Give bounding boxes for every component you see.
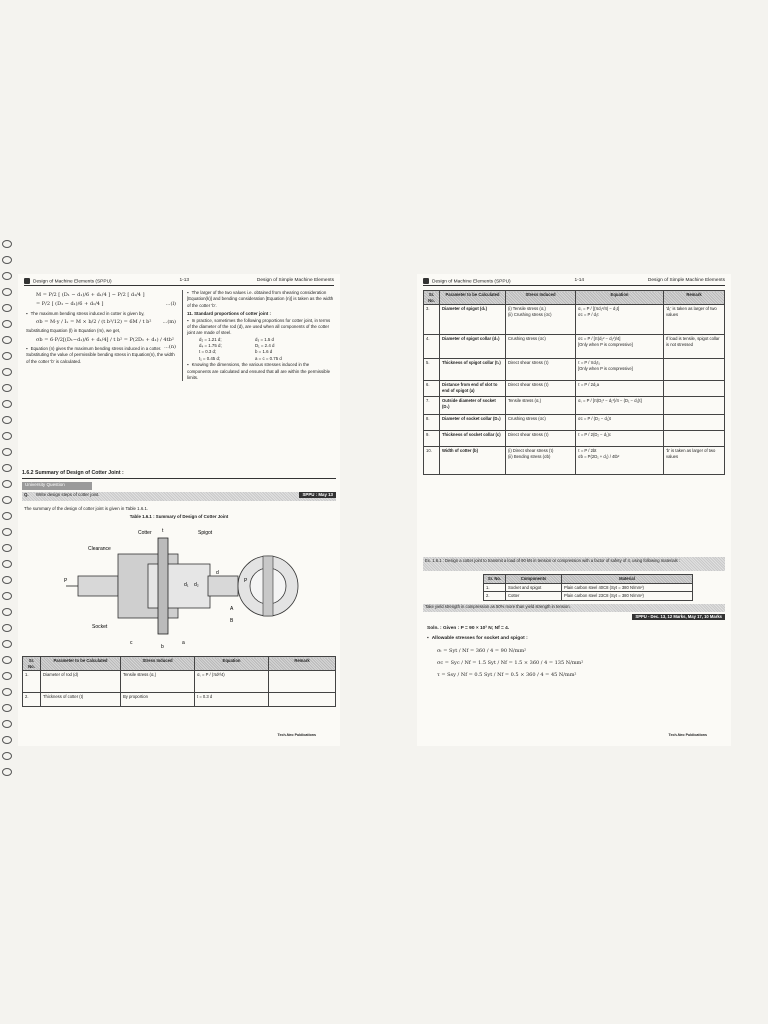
table-row bbox=[424, 397, 725, 415]
dimension-b: b = 1.6 d bbox=[255, 349, 273, 355]
col-material: Material bbox=[562, 575, 693, 584]
cell-equation: σₜ = P / [π(D₁² − d₁²)/4 − (D₁ − d₁)t] bbox=[576, 397, 664, 415]
table-row bbox=[424, 415, 725, 431]
binding-ring bbox=[2, 576, 12, 584]
substitution-text: Substituting Equation (l) in Equation (m), we get, bbox=[26, 328, 121, 334]
equation-sigma bbox=[36, 319, 176, 326]
cell-parameter: Thickness of spigot collar (t₁) bbox=[440, 359, 506, 381]
footer-publisher: Tech-Neo Publications bbox=[277, 733, 316, 738]
table-row bbox=[484, 583, 693, 592]
binding-ring bbox=[2, 448, 12, 456]
yield-note: Take yield strength in compression as 50% more than yield strength in tension. bbox=[423, 604, 725, 612]
cell-remark bbox=[664, 397, 725, 415]
label-cotter: Cotter bbox=[138, 530, 152, 536]
sppu-tag: SPPU : May 13 bbox=[299, 492, 336, 498]
cell-remark bbox=[269, 671, 336, 693]
binding-ring bbox=[2, 672, 12, 680]
label-d: d bbox=[216, 570, 219, 576]
section-cotter-slot bbox=[263, 556, 273, 616]
equation-number-l: ...(l) bbox=[165, 301, 176, 308]
cell-stress: Crushing stress (σc) bbox=[506, 335, 576, 359]
right-page bbox=[417, 274, 731, 746]
binding-ring bbox=[2, 496, 12, 504]
cell-equation: σₜ = P / [(πd₁²/4) − d₁t] σc = P / d₁t bbox=[576, 305, 664, 335]
example-statement: Ex. 1.6.1 : Design a cotter joint to transmit a load of 90 kN in tension or compression with a factor of safety of 4, using following materials : bbox=[423, 557, 725, 571]
col-stress: Stress Induced bbox=[121, 657, 195, 671]
right-page-header bbox=[423, 278, 725, 286]
cell-sr: 9. bbox=[424, 431, 440, 447]
label-circle-b: B bbox=[230, 618, 234, 624]
cell-parameter: Thickness of socket collar (c) bbox=[440, 431, 506, 447]
right-column bbox=[182, 290, 334, 381]
cell-parameter: Thickness of cotter (t) bbox=[41, 693, 121, 707]
equation-m2-text: = P/2 [ (D₁ − d₁)/6 + d₁/4 ] bbox=[36, 301, 104, 308]
question-label: Q. bbox=[24, 492, 29, 497]
binding-ring bbox=[2, 752, 12, 760]
label-c: c bbox=[130, 640, 133, 646]
binding-ring bbox=[2, 480, 12, 488]
header-book-title: Design of Machine Elements (SPPU) bbox=[432, 279, 511, 285]
table-row bbox=[424, 431, 725, 447]
table-caption: Table 1.6.1 : Summary of Design of Cotter Joint bbox=[129, 514, 229, 519]
binding-ring bbox=[2, 464, 12, 472]
equation-m1: M = P/2 [ (D₁ − d₁)/6 + d₁/4 ] − P/2 [ d₁/4 ] bbox=[36, 292, 145, 298]
cell-stress: Tensile stress (σₜ) bbox=[121, 671, 195, 693]
binding-ring bbox=[2, 256, 12, 264]
solution-block bbox=[427, 626, 717, 682]
allowable-stresses-heading: ▪ Allowable stresses for socket and spigot : bbox=[427, 636, 717, 643]
standard-proportions-heading: 11. Standard proportions of cotter joint : bbox=[187, 311, 271, 317]
binding-ring bbox=[2, 592, 12, 600]
col-sr-no: Sr. No. bbox=[23, 657, 41, 671]
label-d1: d₁ bbox=[184, 582, 189, 588]
cell-stress: Tensile stress (σₜ) bbox=[506, 397, 576, 415]
binding-ring bbox=[2, 384, 12, 392]
cell-sr: 1. bbox=[23, 671, 41, 693]
cell-remark: 'b' is taken as larger of two values bbox=[664, 447, 725, 475]
spiral-binding bbox=[0, 240, 16, 780]
cell-sr: 2. bbox=[23, 693, 41, 707]
publisher-logo-icon bbox=[24, 278, 30, 284]
binding-ring bbox=[2, 528, 12, 536]
cell-stress: Direct shear stress (τ) bbox=[506, 381, 576, 397]
cell-equation: σₜ = P / (πd²/4) bbox=[195, 671, 269, 693]
binding-ring bbox=[2, 304, 12, 312]
cell-parameter: Distance from end of slot to end of spigot (a) bbox=[440, 381, 506, 397]
dimension-D1: D₁ = 2.4 d bbox=[255, 343, 275, 348]
cell-equation: σc = P / (D₂ − d₁)t bbox=[576, 415, 664, 431]
header-chapter-title: Design of Simple Machine Elements bbox=[647, 278, 725, 283]
binding-ring bbox=[2, 704, 12, 712]
col-components: Components bbox=[506, 575, 562, 584]
left-page-header bbox=[24, 278, 334, 286]
binding-ring bbox=[2, 608, 12, 616]
label-circle-a: A bbox=[230, 606, 234, 612]
cell-stress: (i) Direct shear stress (τ) (ii) Bending stress (σb) bbox=[506, 447, 576, 475]
label-p-left: P bbox=[64, 578, 68, 584]
binding-ring bbox=[2, 240, 12, 248]
dimension-t: t = 0.3 d; bbox=[199, 349, 217, 355]
cell-remark bbox=[664, 415, 725, 431]
cell-equation: τ = P / 2(D₂ − d₁)c bbox=[576, 431, 664, 447]
cell-sr: 6. bbox=[424, 381, 440, 397]
equation-shear: τ = Ssy / Nf = 0.5 Syt / Nf = 0.5 × 360 / 4 = 45 N/mm² bbox=[437, 672, 577, 679]
cell-equation: τ = P / 2d₁a bbox=[576, 381, 664, 397]
binding-ring bbox=[2, 368, 12, 376]
header-book-title: Design of Machine Elements (SPPU) bbox=[33, 279, 112, 285]
sppu-tag: SPPU - Dec. 13, 12 Marks, May 17, 10 Marks bbox=[632, 614, 725, 620]
table-row bbox=[424, 359, 725, 381]
standard-proportions-text: ▪ In practice, sometimes the following proportions for cotter joint, in terms of the diameter of the rod (d), are used when all components of the cotter joint are made of steel. bbox=[187, 318, 334, 337]
table-row bbox=[484, 592, 693, 601]
table-row bbox=[424, 447, 725, 475]
binding-ring bbox=[2, 512, 12, 520]
summary-table-part1 bbox=[22, 656, 336, 707]
cell-parameter: Diameter of socket collar (D₂) bbox=[440, 415, 506, 431]
dimension-d3: d₃ = 1.5 d bbox=[255, 336, 274, 342]
equation-tensile: σₜ = Syt / Nf = 360 / 4 = 90 N/mm² bbox=[437, 647, 527, 654]
cell-material: Plain carbon steel 40C8 (Syt = 380 N/mm²) bbox=[562, 583, 693, 592]
cell-parameter: Outside diameter of socket (D₁) bbox=[440, 397, 506, 415]
cell-equation: t = 0.3 d bbox=[195, 693, 269, 707]
binding-ring bbox=[2, 320, 12, 328]
binding-ring bbox=[2, 640, 12, 648]
equation-m2 bbox=[36, 301, 176, 308]
col-parameter: Parameter to be Calculated bbox=[440, 291, 506, 305]
cell-equation: τ = P / πd₁t₁ [Only when P is compressive] bbox=[576, 359, 664, 381]
equation-crushing: σc = Syc / Nf = 1.5 Syt / Nf = 1.5 × 360 / 4 = 135 N/mm² bbox=[437, 660, 584, 667]
cell-sr: 2. bbox=[484, 592, 506, 601]
summary-text: The summary of the design of cotter joint is given in Table 1.6.1. bbox=[24, 506, 149, 511]
label-spigot: Spigot bbox=[198, 530, 213, 536]
bending-stress-text: ▪ The maximum bending stress induced in cotter is given by, bbox=[26, 311, 176, 317]
cell-stress: Direct shear stress (τ) bbox=[506, 359, 576, 381]
cell-sr: 10. bbox=[424, 447, 440, 475]
binding-ring bbox=[2, 336, 12, 344]
cell-component: Socket and spigot bbox=[506, 583, 562, 592]
sppu-exam-tag bbox=[632, 614, 725, 620]
table-header-row bbox=[424, 291, 725, 305]
label-b: b bbox=[161, 644, 164, 650]
cell-sr: 5. bbox=[424, 359, 440, 381]
binding-ring bbox=[2, 720, 12, 728]
cell-remark: 'd₁' is taken as larger of two values bbox=[664, 305, 725, 335]
university-question-bar: University Question bbox=[22, 482, 92, 490]
cell-material: Plain carbon steel 23C8 (Syt = 380 N/mm²) bbox=[562, 592, 693, 601]
cotter-wedge bbox=[158, 538, 168, 634]
table-row bbox=[23, 671, 336, 693]
equation-sigma-text: σb = M·y / Iₓ = M × b/2 / (t b³/12) = 6M / t b² bbox=[36, 318, 152, 325]
cell-parameter: Diameter of spigot (d₁) bbox=[440, 305, 506, 335]
cell-remark bbox=[664, 359, 725, 381]
table-row bbox=[424, 335, 725, 359]
table-header-row bbox=[484, 575, 693, 584]
col-sr-no: Sr. No. bbox=[484, 575, 506, 584]
knowing-dimensions-text: ▪ Knowing the dimensions, the various stresses induced in the components are calculated and ensured that all are within the permissible limits. bbox=[187, 362, 334, 381]
col-sr-no: Sr. No. bbox=[424, 291, 440, 305]
binding-ring bbox=[2, 272, 12, 280]
equation-sigma2-text: σb = 6·P/2[(D₁−d₁)/6 + d₁/4] / t b² = P(2D₁ + d₁) / 4tb² bbox=[36, 336, 174, 343]
spigot-body bbox=[148, 564, 210, 608]
cell-parameter: Diameter of rod (d) bbox=[41, 671, 121, 693]
solution-given: Soln. : Given : P = 90 × 10³ N; Nf = 4. bbox=[427, 626, 510, 631]
equation-sigma2 bbox=[36, 336, 176, 350]
cell-stress: By proportion bbox=[121, 693, 195, 707]
dimension-d2: d₂ = 1.21 d; bbox=[199, 336, 222, 342]
label-socket: Socket bbox=[92, 624, 108, 630]
table-row bbox=[424, 381, 725, 397]
header-chapter-title: Design of Simple Machine Elements bbox=[256, 278, 334, 283]
binding-ring bbox=[2, 736, 12, 744]
label-d2: d₂ bbox=[194, 582, 199, 588]
cell-stress: Direct shear stress (τ) bbox=[506, 431, 576, 447]
label-a: a bbox=[182, 640, 185, 646]
header-page-number: 1-13 bbox=[179, 278, 190, 283]
materials-table bbox=[483, 574, 693, 601]
cell-sr: 4. bbox=[424, 335, 440, 359]
rod-right bbox=[208, 576, 238, 596]
cell-equation: σc = P / [π(d₂² − d₁²)/4] [Only when P is compressive] bbox=[576, 335, 664, 359]
table-row bbox=[23, 693, 336, 707]
table-row bbox=[424, 305, 725, 335]
cell-remark bbox=[269, 693, 336, 707]
larger-value-text: ▪ The larger of the two values i.e. obtained from shearing consideration [Equation(k)] and bending consideration [Equation (n)] is taken as the width of the cotter 'b'. bbox=[187, 290, 334, 309]
binding-ring bbox=[2, 416, 12, 424]
summary-table-part2 bbox=[423, 290, 725, 475]
cell-remark bbox=[664, 381, 725, 397]
cell-remark bbox=[664, 431, 725, 447]
binding-ring bbox=[2, 768, 12, 776]
question-row bbox=[22, 492, 336, 501]
col-remark: Remark bbox=[269, 657, 336, 671]
binding-ring bbox=[2, 400, 12, 408]
question-text: Write design steps of cotter joint. bbox=[35, 492, 100, 497]
publisher-logo-icon bbox=[423, 278, 429, 284]
cell-parameter: Diameter of spigot collar (d₂) bbox=[440, 335, 506, 359]
left-page bbox=[18, 274, 340, 746]
col-parameter: Parameter to be Calculated bbox=[41, 657, 121, 671]
header-page-number: 1-14 bbox=[574, 278, 585, 283]
binding-ring bbox=[2, 544, 12, 552]
equation-number-n: ...(n) bbox=[164, 343, 176, 350]
cell-parameter: Width of cotter (b) bbox=[440, 447, 506, 475]
binding-ring bbox=[2, 352, 12, 360]
left-column bbox=[26, 290, 176, 365]
cell-remark: If load is tensile, spigot collar is not stressed bbox=[664, 335, 725, 359]
binding-ring bbox=[2, 656, 12, 664]
equation-n-text: ▪ Equation (n) gives the maximum bending stress induced in a cotter. Substituting the value of permissible bending stress in Equation(n), the width of the cotter 'b' is calculated. bbox=[26, 346, 176, 365]
col-equation: Equation bbox=[195, 657, 269, 671]
footer-publisher: Tech-Neo Publications bbox=[668, 733, 707, 738]
binding-ring bbox=[2, 288, 12, 296]
binding-ring bbox=[2, 688, 12, 696]
cell-equation: τ = P / 2bt σb = P(2D₁ + d₁) / 4tb² bbox=[576, 447, 664, 475]
cell-sr: 3. bbox=[424, 305, 440, 335]
section-heading: 1.6.2 Summary of Design of Cotter Joint : bbox=[22, 470, 336, 479]
cotter-joint-figure bbox=[58, 524, 303, 652]
cell-sr: 7. bbox=[424, 397, 440, 415]
binding-ring bbox=[2, 624, 12, 632]
label-p-right: P bbox=[244, 578, 248, 584]
label-clearance: Clearance bbox=[88, 546, 111, 552]
label-t: t bbox=[162, 528, 164, 534]
rod-left bbox=[78, 576, 118, 596]
dimension-t1: t₁ = 0.45 d; bbox=[199, 355, 221, 361]
cell-sr: 1. bbox=[484, 583, 506, 592]
col-remark: Remark bbox=[664, 291, 725, 305]
col-equation: Equation bbox=[576, 291, 664, 305]
col-stress: Stress Induced bbox=[506, 291, 576, 305]
table-header-row bbox=[23, 657, 336, 671]
equation-number-m: ...(m) bbox=[162, 318, 176, 325]
cell-sr: 8. bbox=[424, 415, 440, 431]
dimension-d4: d₄ = 1.75 d; bbox=[199, 343, 222, 348]
binding-ring bbox=[2, 560, 12, 568]
cell-component: Cotter bbox=[506, 592, 562, 601]
dimension-a-c: a = c = 0.75 d bbox=[255, 355, 282, 361]
cell-stress: Crushing stress (σc) bbox=[506, 415, 576, 431]
cell-stress: (i) Tensile stress (σₜ) (ii) Crushing stress (σc) bbox=[506, 305, 576, 335]
binding-ring bbox=[2, 432, 12, 440]
